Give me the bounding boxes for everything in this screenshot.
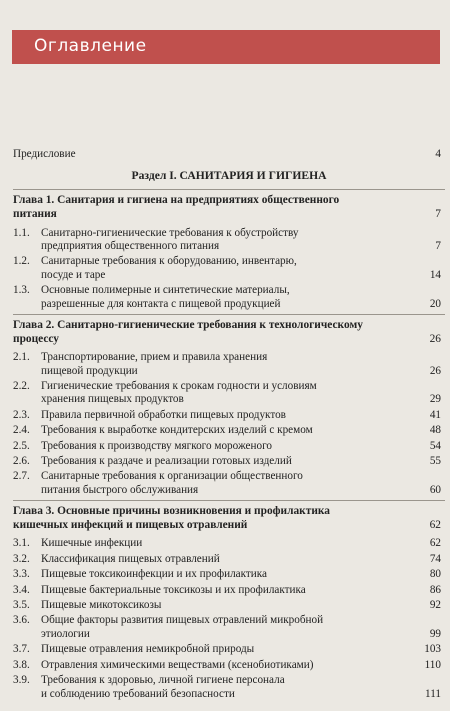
entry-number: 1.1. (13, 226, 30, 239)
entry-title-line (41, 628, 445, 641)
entry-title-text: Классификация пищевых отравлений (41, 552, 220, 565)
entry-title-line (41, 424, 445, 437)
entry-page: 60 (429, 483, 441, 496)
entry-title-line (41, 553, 445, 566)
chapter-page: 26 (429, 332, 441, 345)
entry-title-text: пищевой продукции (41, 364, 138, 377)
chapter-title-line1: Глава 2. Санитарно-гигиенические требования к технологическому (13, 319, 363, 332)
entry-title-text: Санитарные требования к организации общественного (41, 470, 303, 483)
entry-title-text: Кишечные инфекции (41, 537, 143, 550)
toc-entry[interactable] (13, 643, 445, 656)
entry-title-line (41, 351, 445, 364)
entry-title-line (41, 440, 445, 453)
toc-entry[interactable] (13, 659, 445, 672)
entry-title-text: Отравления химическими веществами (ксенобиотиками) (41, 658, 314, 671)
table-of-contents (13, 148, 445, 701)
entry-number: 1.2. (13, 255, 30, 268)
entry-title-text: и соблюдению требований безопасности (41, 687, 235, 700)
toc-entry[interactable] (13, 255, 445, 282)
entry-title-text: Пищевые отравления немикробной природы (41, 643, 255, 656)
entry-page: 110 (424, 658, 441, 671)
chapter-title-line2-text: процессу (13, 332, 60, 345)
toc-entry[interactable] (13, 553, 445, 566)
entry-page: 48 (429, 424, 441, 437)
entry-title-text: Требования к производству мягкого мороженого (41, 439, 272, 452)
chapter-title-line1: Глава 3. Основные причины возникновения и профилактика (13, 505, 330, 518)
entry-title-line (41, 284, 445, 297)
chapter-heading[interactable] (13, 189, 445, 224)
entry-title-line (41, 537, 445, 550)
toc-entry-preface[interactable] (13, 148, 445, 161)
entry-page: 41 (429, 408, 441, 421)
entry-title-line (41, 455, 445, 468)
entry-page: 86 (429, 583, 441, 596)
entry-page: 26 (429, 364, 441, 377)
chapter-title-line2-text: питания (13, 207, 57, 220)
toc-entry[interactable] (13, 455, 445, 468)
entry-page: 111 (425, 687, 441, 700)
entry-title-line (41, 365, 445, 378)
chapter-title-line2 (13, 519, 445, 533)
entry-number: 3.3. (13, 568, 30, 581)
entry-title-text: Основные полимерные и синтетические материалы, (41, 284, 290, 297)
entry-title-line (41, 643, 445, 656)
entry-title-text: Пищевые бактериальные токсикозы и их профилактика (41, 583, 306, 596)
entry-title-line (41, 298, 445, 311)
chapter-title-line2 (13, 333, 445, 347)
entry-title-line (41, 614, 445, 627)
entry-title-line (41, 659, 445, 672)
entry-number: 2.7. (13, 470, 30, 483)
entry-title-text: Гигиенические требования к срокам годности и условиям (41, 380, 317, 393)
entry-title-line (41, 269, 445, 282)
entry-number: 2.4. (13, 424, 30, 437)
entry-title-text: Правила первичной обработки пищевых продуктов (41, 408, 286, 421)
entry-page: 29 (429, 393, 441, 406)
entry-title-line (41, 568, 445, 581)
entry-title-text: Транспортирование, прием и правила хранения (41, 351, 268, 364)
chapter-page: 62 (429, 518, 441, 531)
entry-page: 74 (429, 552, 441, 565)
entry-title-text: этиологии (41, 627, 90, 640)
entry-title-line (41, 409, 445, 422)
entry-number: 1.3. (13, 284, 30, 297)
toc-entry[interactable] (13, 424, 445, 437)
entry-number: 2.2. (13, 380, 30, 393)
entry-title-line (41, 380, 445, 393)
entry-title-text: Пищевые токсикоинфекции и их профилактика (41, 568, 268, 581)
entry-title-line (41, 674, 445, 687)
toc-entry[interactable] (13, 380, 445, 407)
section-heading: Раздел I. САНИТАРИЯ И ГИГИЕНА (131, 169, 327, 183)
entry-page: 55 (429, 455, 441, 468)
entry-title-text: разрешенные для контакта с пищевой продукцией (41, 297, 281, 310)
entry-number: 3.9. (13, 674, 30, 687)
toc-entry[interactable] (13, 674, 445, 701)
entry-number: 3.6. (13, 614, 30, 627)
toc-chapter-ch3 (13, 500, 445, 701)
entry-number: 3.7. (13, 643, 30, 656)
entry-number: 3.1. (13, 537, 30, 550)
entry-title-line (41, 584, 445, 597)
chapter-title-line2 (13, 208, 445, 222)
entry-number: 2.6. (13, 455, 30, 468)
entry-title-text: Требования к раздаче и реализации готовых изделий (41, 455, 292, 468)
entry-title-text: Общие факторы развития пищевых отравлений микробной (41, 614, 324, 627)
entry-title-text: хранения пищевых продуктов (41, 393, 184, 406)
entry-number: 3.8. (13, 658, 30, 671)
entry-title-line (41, 227, 445, 240)
entry-page: 54 (429, 439, 441, 452)
preface-label: Предисловие (13, 148, 76, 160)
chapter-page: 7 (435, 207, 441, 220)
contents-title: Оглавление (34, 36, 147, 56)
toc-entry[interactable] (13, 599, 445, 612)
entry-page: 62 (429, 537, 441, 550)
contents-header-bar (12, 30, 440, 64)
entry-title-line (41, 255, 445, 268)
entry-number: 3.5. (13, 599, 30, 612)
toc-entry[interactable] (13, 351, 445, 378)
toc-chapter-ch2 (13, 314, 445, 497)
entry-number: 2.3. (13, 408, 30, 421)
toc-entry[interactable] (13, 584, 445, 597)
entry-title-text: Пищевые микотоксикозы (41, 599, 162, 612)
entry-page: 99 (429, 627, 441, 640)
toc-entry[interactable] (13, 614, 445, 641)
entry-page: 103 (424, 643, 441, 656)
entry-title-text: Санитарные требования к оборудованию, инвентарю, (41, 255, 297, 268)
toc-chapter-ch1 (13, 189, 445, 311)
entry-title-text: питания быстрого обслуживания (41, 483, 199, 496)
entry-page: 80 (429, 568, 441, 581)
toc-entry[interactable] (13, 568, 445, 581)
toc-entry[interactable] (13, 227, 445, 254)
entry-number: 2.1. (13, 351, 30, 364)
chapter-heading[interactable] (13, 314, 445, 349)
preface-page: 4 (435, 148, 441, 160)
toc-entry[interactable] (13, 440, 445, 453)
entry-number: 3.4. (13, 583, 30, 596)
entry-number: 2.5. (13, 439, 30, 452)
entry-title-text: предприятия общественного питания (41, 239, 220, 252)
chapter-heading[interactable] (13, 500, 445, 535)
entry-number: 3.2. (13, 552, 30, 565)
toc-entry[interactable] (13, 470, 445, 497)
entry-page: 14 (429, 268, 441, 281)
entry-title-text: Требования к здоровью, личной гигиене персонала (41, 674, 285, 687)
entry-title-text: посуде и таре (41, 268, 106, 281)
entry-title-line (41, 393, 445, 406)
entry-title-line (41, 688, 445, 701)
chapter-title-line2-text: кишечных инфекций и пищевых отравлений (13, 518, 248, 531)
entry-page: 20 (429, 297, 441, 310)
chapter-title-line1: Глава 1. Санитария и гигиена на предприятиях общественного (13, 194, 340, 207)
entry-title-line (41, 240, 445, 253)
entry-page: 7 (435, 239, 441, 252)
entry-title-line (41, 484, 445, 497)
entry-page: 92 (429, 599, 441, 612)
entry-title-line (41, 470, 445, 483)
toc-entry[interactable] (13, 537, 445, 550)
toc-entry[interactable] (13, 284, 445, 311)
entry-title-line (41, 599, 445, 612)
entry-title-text: Санитарно-гигиенические требования к обустройству (41, 226, 299, 239)
entry-title-text: Требования к выработке кондитерских изделий с кремом (41, 424, 313, 437)
toc-entry[interactable] (13, 409, 445, 422)
